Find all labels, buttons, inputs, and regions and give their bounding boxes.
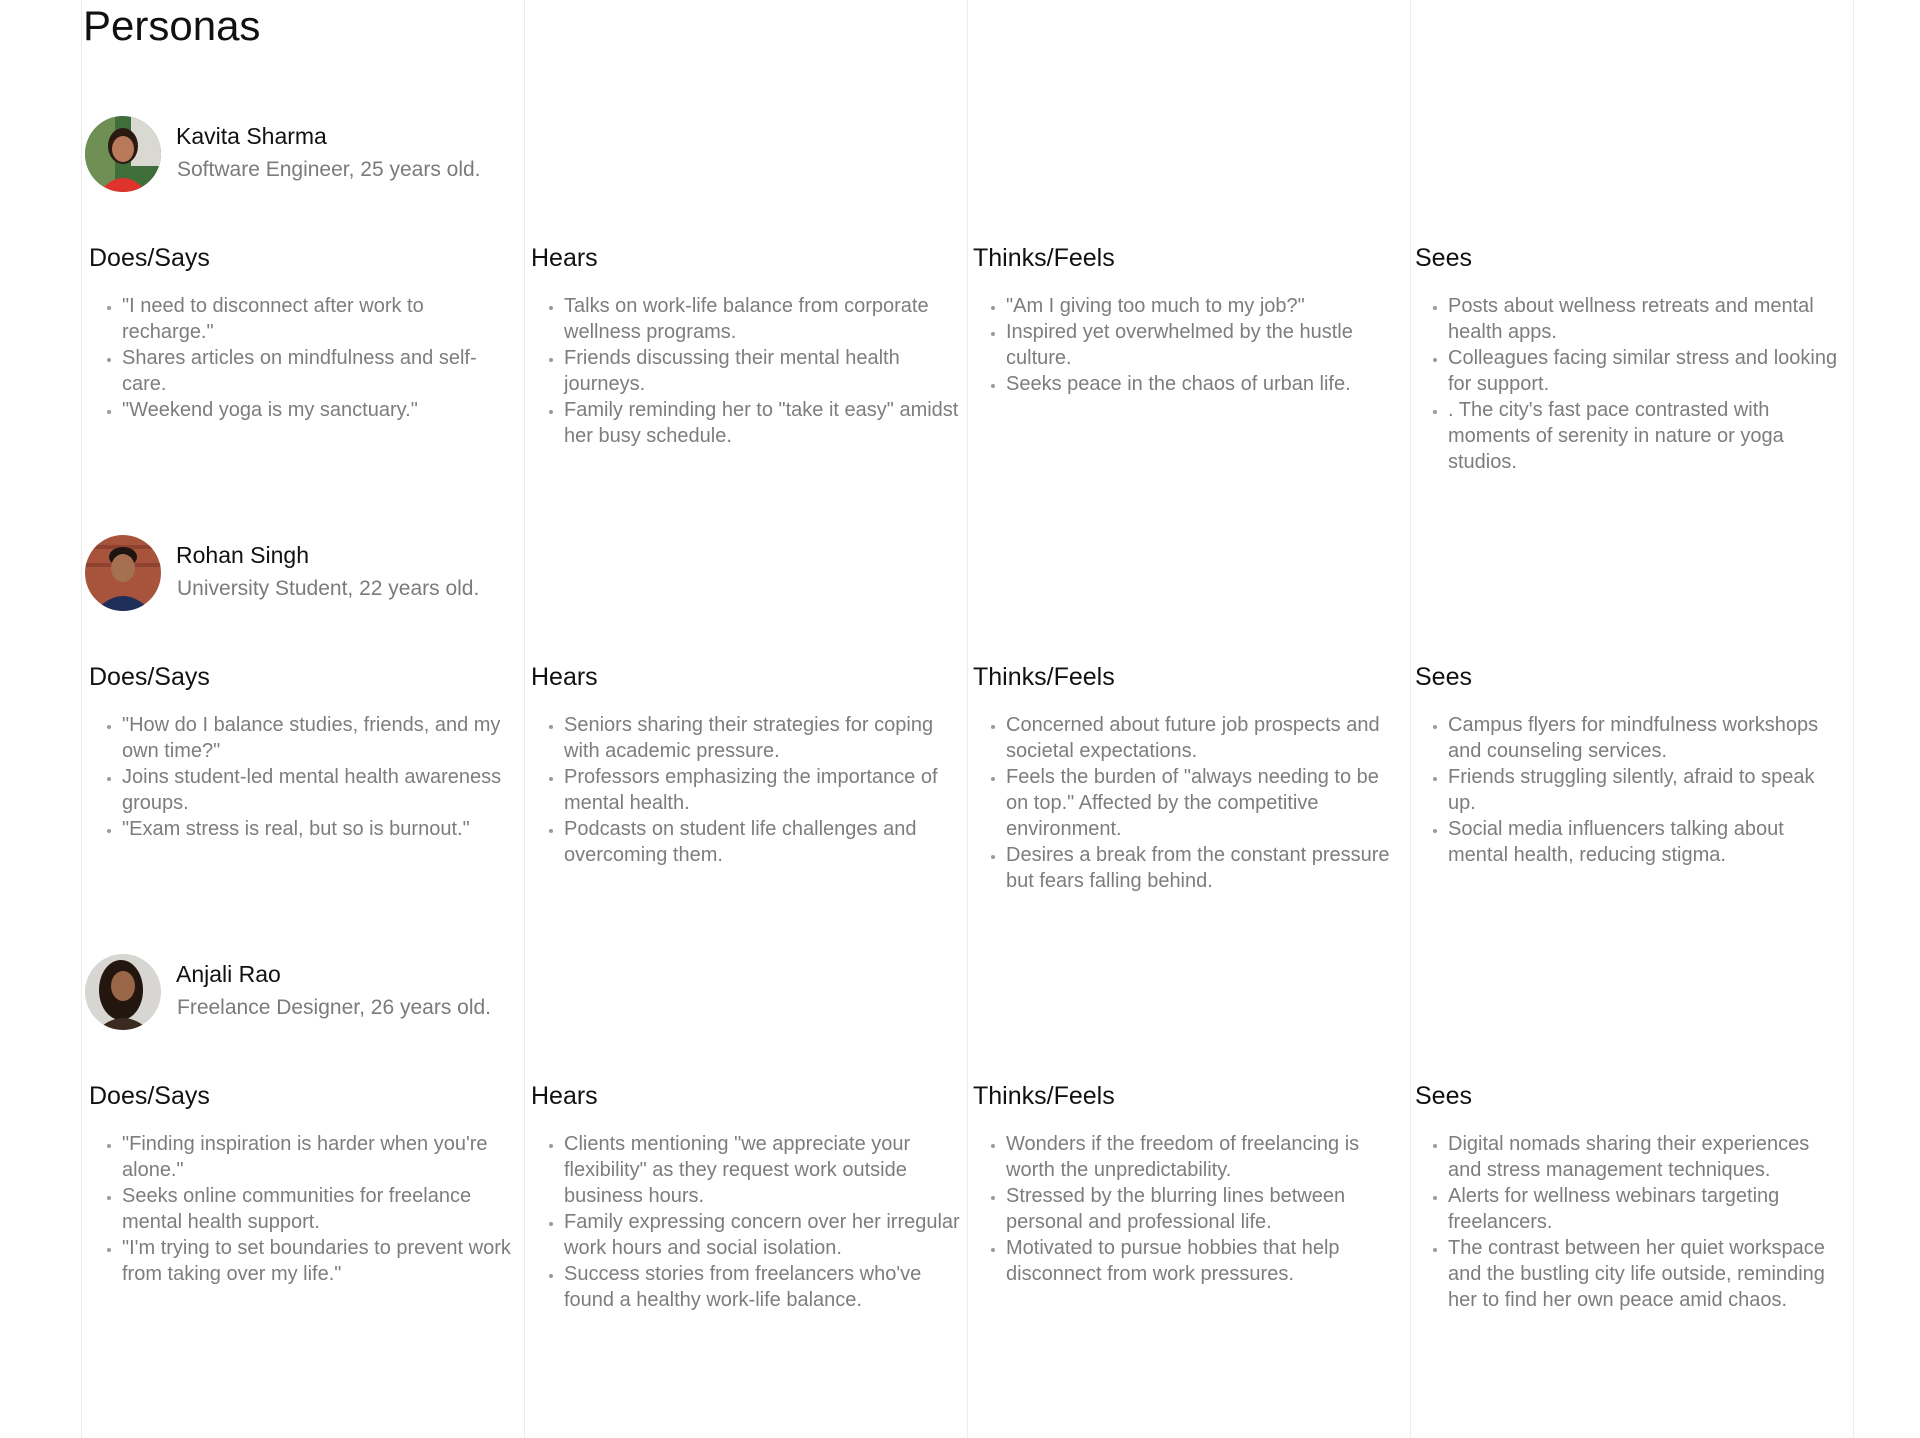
quadrant-title: Hears bbox=[531, 1082, 598, 1110]
quadrant-hears bbox=[531, 1080, 961, 1313]
bullet-list bbox=[89, 293, 519, 423]
list-item: • Seeks online communities for freelance mental health support. bbox=[122, 1183, 519, 1235]
list-item: • Family reminding her to "take it easy" amidst her busy schedule. bbox=[564, 397, 961, 449]
quadrant-title: Sees bbox=[1415, 663, 1472, 691]
quadrant-sees bbox=[1415, 661, 1845, 868]
list-item: • Digital nomads sharing their experiences and stress management techniques. bbox=[1448, 1131, 1845, 1183]
quadrant-title: Hears bbox=[531, 663, 598, 691]
bullet-list bbox=[89, 712, 519, 842]
list-item: • Friends discussing their mental health journeys. bbox=[564, 345, 961, 397]
list-item: • Feels the burden of "always needing to be on top." Affected by the competitive environment. bbox=[1006, 764, 1403, 842]
quadrant-sees bbox=[1415, 1080, 1845, 1313]
persona-name: Rohan Singh bbox=[176, 542, 309, 568]
quadrant-sees bbox=[1415, 242, 1845, 475]
quadrant-title: Sees bbox=[1415, 1082, 1472, 1110]
avatar-photo-icon bbox=[85, 954, 161, 1030]
avatar bbox=[85, 535, 161, 611]
quadrant-thinks-feels bbox=[973, 242, 1403, 397]
bullet-list bbox=[89, 1131, 519, 1287]
persona-name: Anjali Rao bbox=[176, 961, 281, 987]
bullet-list bbox=[531, 712, 961, 868]
list-item: • "How do I balance studies, friends, and my own time?" bbox=[122, 712, 519, 764]
persona-rohan-singh bbox=[0, 535, 1920, 955]
avatar-photo-icon bbox=[85, 116, 161, 192]
bullet-list bbox=[531, 293, 961, 449]
bullet-list bbox=[1415, 1131, 1845, 1313]
quadrant-thinks-feels bbox=[973, 1080, 1403, 1287]
list-item: • Joins student-led mental health awareness groups. bbox=[122, 764, 519, 816]
quadrant-title: Does/Says bbox=[89, 663, 210, 691]
list-item: • Seeks peace in the chaos of urban life. bbox=[1006, 371, 1403, 397]
list-item: • Professors emphasizing the importance of mental health. bbox=[564, 764, 961, 816]
quadrant-hears bbox=[531, 242, 961, 449]
bullet-list bbox=[1415, 712, 1845, 868]
quadrant-thinks-feels bbox=[973, 661, 1403, 894]
quadrant-does-says bbox=[89, 1080, 519, 1287]
list-item: • Motivated to pursue hobbies that help disconnect from work pressures. bbox=[1006, 1235, 1403, 1287]
persona-kavita-sharma bbox=[0, 116, 1920, 536]
quadrant-does-says bbox=[89, 242, 519, 423]
persona-role: Freelance Designer, 26 years old. bbox=[177, 996, 492, 1019]
bullet-list bbox=[973, 712, 1403, 894]
list-item: • Desires a break from the constant pressure but fears falling behind. bbox=[1006, 842, 1403, 894]
list-item: • Friends struggling silently, afraid to speak up. bbox=[1448, 764, 1845, 816]
persona-name: Kavita Sharma bbox=[176, 123, 327, 149]
quadrant-title: Hears bbox=[531, 244, 598, 272]
list-item: • "I need to disconnect after work to recharge." bbox=[122, 293, 519, 345]
avatar bbox=[85, 116, 161, 192]
list-item: • "Exam stress is real, but so is burnout." bbox=[122, 816, 519, 842]
avatar bbox=[85, 954, 161, 1030]
list-item: • "Finding inspiration is harder when you're alone." bbox=[122, 1131, 519, 1183]
list-item: • . The city's fast pace contrasted with moments of serenity in nature or yoga studios. bbox=[1448, 397, 1845, 475]
list-item: • "Am I giving too much to my job?" bbox=[1006, 293, 1403, 319]
quadrant-title: Does/Says bbox=[89, 1082, 210, 1110]
persona-role: University Student, 22 years old. bbox=[177, 577, 480, 600]
list-item: • Campus flyers for mindfulness workshops and counseling services. bbox=[1448, 712, 1845, 764]
list-item: • Talks on work-life balance from corporate wellness programs. bbox=[564, 293, 961, 345]
bullet-list bbox=[973, 1131, 1403, 1287]
list-item: • Clients mentioning "we appreciate your flexibility" as they request work outside business hours. bbox=[564, 1131, 961, 1209]
quadrant-title: Thinks/Feels bbox=[973, 1082, 1115, 1110]
list-item: • Social media influencers talking about mental health, reducing stigma. bbox=[1448, 816, 1845, 868]
bullet-list bbox=[1415, 293, 1845, 475]
list-item: • The contrast between her quiet workspace and the bustling city life outside, reminding her to find her own peace amid chaos. bbox=[1448, 1235, 1845, 1313]
avatar-photo-icon bbox=[85, 535, 161, 611]
list-item: • Alerts for wellness webinars targeting freelancers. bbox=[1448, 1183, 1845, 1235]
bullet-list bbox=[973, 293, 1403, 397]
list-item: • "Weekend yoga is my sanctuary." bbox=[122, 397, 519, 423]
list-item: • Seniors sharing their strategies for coping with academic pressure. bbox=[564, 712, 961, 764]
list-item: • Family expressing concern over her irregular work hours and social isolation. bbox=[564, 1209, 961, 1261]
page-title: Personas bbox=[83, 2, 261, 49]
list-item: • Concerned about future job prospects and societal expectations. bbox=[1006, 712, 1403, 764]
quadrant-title: Sees bbox=[1415, 244, 1472, 272]
list-item: • Wonders if the freedom of freelancing is worth the unpredictability. bbox=[1006, 1131, 1403, 1183]
quadrant-hears bbox=[531, 661, 961, 868]
persona-anjali-rao bbox=[0, 954, 1920, 1374]
list-item: • Stressed by the blurring lines between personal and professional life. bbox=[1006, 1183, 1403, 1235]
quadrant-title: Does/Says bbox=[89, 244, 210, 272]
list-item: • Podcasts on student life challenges and overcoming them. bbox=[564, 816, 961, 868]
quadrant-title: Thinks/Feels bbox=[973, 244, 1115, 272]
quadrant-title: Thinks/Feels bbox=[973, 663, 1115, 691]
bullet-list bbox=[531, 1131, 961, 1313]
list-item: • Success stories from freelancers who've found a healthy work-life balance. bbox=[564, 1261, 961, 1313]
persona-role: Software Engineer, 25 years old. bbox=[177, 158, 481, 181]
list-item: • Posts about wellness retreats and mental health apps. bbox=[1448, 293, 1845, 345]
list-item: • "I'm trying to set boundaries to prevent work from taking over my life." bbox=[122, 1235, 519, 1287]
list-item: • Shares articles on mindfulness and self-care. bbox=[122, 345, 519, 397]
list-item: • Inspired yet overwhelmed by the hustle culture. bbox=[1006, 319, 1403, 371]
quadrant-does-says bbox=[89, 661, 519, 842]
list-item: • Colleagues facing similar stress and looking for support. bbox=[1448, 345, 1845, 397]
